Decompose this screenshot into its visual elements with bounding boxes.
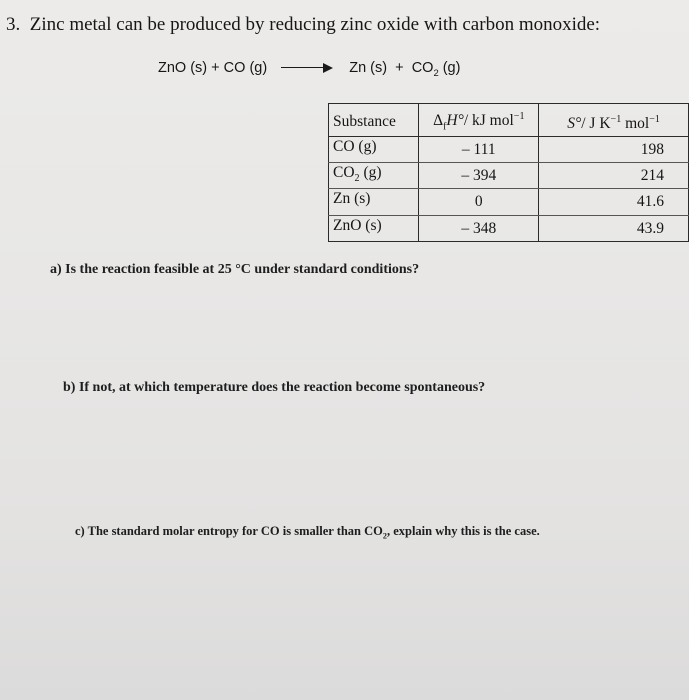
header-substance: Substance bbox=[329, 104, 419, 137]
table-row bbox=[329, 189, 689, 215]
table-row bbox=[329, 137, 689, 163]
cell-enthalpy: – 111 bbox=[419, 137, 539, 163]
equation-product-zn: Zn (s) bbox=[349, 60, 388, 76]
question-title bbox=[6, 14, 600, 36]
reaction-arrow-icon bbox=[281, 63, 333, 73]
part-a-question: a) Is the reaction feasible at 25 °C under standard conditions? bbox=[50, 262, 420, 277]
equation-reactants: ZnO (s) + CO (g) bbox=[158, 60, 268, 76]
thermo-data-table bbox=[328, 103, 689, 242]
header-entropy: S°/ J $K^{-1}$ mol$^{-1}$ bbox=[539, 104, 689, 137]
cell-entropy: 198 bbox=[539, 137, 689, 163]
chemical-equation bbox=[158, 60, 460, 78]
cell-substance: Zn (s) bbox=[329, 189, 419, 215]
table-row bbox=[329, 163, 689, 189]
equation-plus: + bbox=[395, 60, 404, 76]
cell-substance: $CO_2$ (g) bbox=[329, 163, 419, 189]
part-b-question: b) If not, at which temperature does the reaction become spontaneous? bbox=[63, 380, 486, 395]
question-text: Zinc metal can be produced by reducing zinc oxide with carbon monoxide: bbox=[29, 14, 601, 35]
cell-enthalpy: – 394 bbox=[419, 163, 539, 189]
cell-entropy: 43.9 bbox=[636, 219, 664, 237]
table-header-row bbox=[329, 104, 689, 137]
part-c-question: c) The standard molar entropy for CO is smaller than $CO_2$, explain why this is the case. bbox=[75, 524, 540, 541]
cell-substance: CO (g) bbox=[329, 137, 419, 163]
cell-entropy: 41.6 bbox=[539, 189, 689, 215]
table-row bbox=[329, 215, 689, 241]
equation-product-co2: $CO_2$ (g) bbox=[411, 60, 461, 78]
question-number: 3. bbox=[6, 14, 21, 35]
cell-substance: ZnO (s) bbox=[329, 215, 419, 241]
cell-entropy: 214 bbox=[539, 163, 689, 189]
cell-enthalpy: 0 bbox=[419, 189, 539, 215]
cell-enthalpy: – 348 bbox=[419, 215, 539, 241]
header-enthalpy: $\Delta_fH^\circ/$ kJ mol$^{-1}$ bbox=[419, 104, 539, 137]
